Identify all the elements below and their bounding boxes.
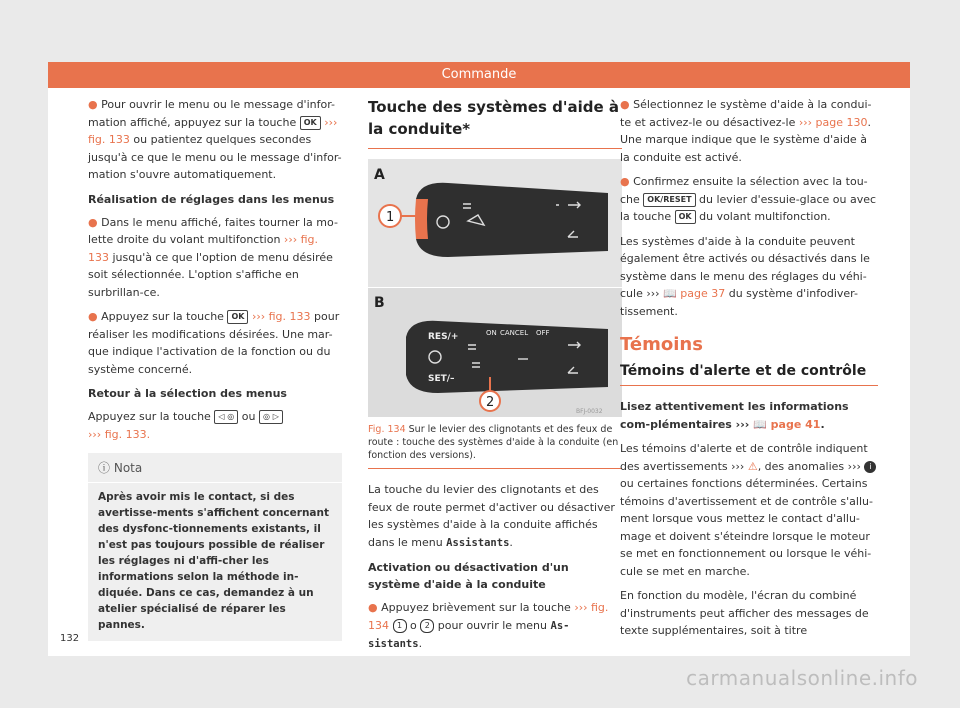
ok-key-icon: OK: [227, 310, 248, 324]
book-icon: 📖: [753, 417, 767, 431]
paragraph-press-key: ● Appuyez brièvement sur la touche ››› fig. 134 1 o 2 pour ouvrir le menu As-sistants.: [368, 601, 609, 650]
bullet-icon: ●: [88, 215, 98, 229]
number-1-icon: 1: [393, 619, 407, 633]
bullet-icon: ●: [620, 98, 630, 111]
heading-return: Retour à la sélection des menus: [88, 387, 287, 400]
manual-page: [48, 62, 910, 656]
section-header: Commande: [48, 62, 910, 88]
callout-1: 1: [386, 210, 395, 225]
fig-reference[interactable]: ››› fig. 133: [88, 233, 319, 264]
lever-set-label: SET/–: [428, 374, 455, 384]
bullet-icon: ●: [368, 601, 378, 614]
page-number: 132: [60, 633, 80, 644]
paragraph-infotainment: Les systèmes d'aide à la conduite peuvent également être activés ou désactivés dans le système dans le menu des réglages du véhi-cule ››› 📖 page 37 du système d'infodiver-tissement.: [620, 234, 870, 318]
fig-reference[interactable]: ››› fig. 133.: [88, 427, 151, 441]
fig-reference[interactable]: ››› fig. 133: [251, 310, 311, 323]
paragraph-lever-key: La touche du levier des clignotants et des feux de route permet d'activer ou désactiver les systèmes d'aide à la conduite affichés dans le menu Assistants.: [368, 483, 615, 549]
ok-key-icon: OK: [300, 116, 321, 130]
lever-diagram: [368, 159, 622, 417]
fig-reference[interactable]: ››› fig. 133: [88, 115, 338, 146]
lever-off-label: OFF: [536, 329, 550, 337]
bullet-icon: ●: [620, 175, 630, 188]
column-left: [88, 96, 342, 641]
column-middle: [368, 96, 622, 661]
column-right: [620, 96, 878, 647]
ok-reset-key-icon: OK/RESET: [643, 193, 695, 207]
heading-activation: Activation ou désactivation d'un système d'aide à la conduite: [368, 561, 569, 591]
note-box: [88, 453, 342, 641]
note-header: ⓘ Nota: [88, 453, 342, 483]
info-number-icon: i: [864, 461, 876, 473]
chapter-title: Témoins: [620, 334, 703, 355]
page-reference[interactable]: ››› page 130: [798, 115, 868, 129]
page-reference[interactable]: page 37: [680, 287, 726, 300]
paragraph-read-info: Lisez attentivement les informations com-plémentaires ››› 📖 page 41.: [620, 400, 849, 431]
section-subtitle: Témoins d'alerte et de contrôle: [620, 363, 878, 386]
watermark: carmanualsonline.info: [686, 666, 918, 690]
bullet-icon: ●: [88, 310, 98, 323]
paragraph-turn-wheel: ● Dans le menu affiché, faites tourner la mo-lette droite du volant multifonction ››› fig. 133 jusqu'à ce que l'option de menu désirée soit sélectionnée. L'option s'affiche en surbrillan-ce.: [88, 215, 338, 299]
callout-2: 2: [486, 395, 495, 410]
lever-res-label: RES/+: [428, 332, 459, 342]
fig-label-a: A: [374, 167, 385, 183]
back-key-icon: ◁ ◎: [214, 410, 238, 424]
paragraph-return: Appuyez sur la touche ◁ ◎ ou ◎ ▷ ››› fig. 133.: [88, 408, 342, 443]
number-2-icon: 2: [420, 619, 434, 633]
forward-key-icon: ◎ ▷: [259, 410, 283, 424]
paragraph-confirm: ● Confirmez ensuite la sélection avec la tou-che OK/RESET du levier d'essuie-glace ou avec la touche OK du volant multifonction.: [620, 175, 877, 223]
section-title: Touche des systèmes d'aide à la conduite*: [368, 96, 622, 149]
ok-key-icon: OK: [675, 210, 696, 224]
paragraph-warning-lamps: Les témoins d'alerte et de contrôle indiquent des avertissements ››› ⚠, des anomalies ››› i ou certaines fonctions déterminées. Certains témoins d'avertissement et de contrôle s'allu-ment lorsque vous mettez le contact d'allu-mage et doivent s'éteindre lorsque le moteur se met en fonctionnement ou lorsque le véhi-cule se met en marche.: [620, 440, 878, 580]
paragraph-select-system: ● Sélectionnez le système d'aide à la condui-te et activez-le ou désactivez-le ››› page 130. Une marque indique que le système d'aide à la conduite est activé.: [620, 98, 872, 164]
book-icon: 📖: [663, 287, 677, 300]
menu-name: Assistants: [446, 536, 510, 549]
figure-lever-illustration: [368, 159, 622, 417]
lever-on-label: ON: [486, 329, 497, 337]
bullet-icon: ●: [88, 98, 98, 111]
menu-name: As-sistants: [368, 619, 570, 650]
paragraph-press-ok: ● Appuyez sur la touche OK ››› fig. 133 pour réaliser les modifications désirées. Une mar-que indique l'activation de la fonction ou du système concerné.: [88, 310, 340, 376]
lever-cancel-label: CANCEL: [500, 329, 529, 337]
warning-triangle-icon: ⚠: [747, 459, 758, 473]
figure-code: BFJ-0032: [576, 408, 603, 415]
paragraph-open-menu: ● Pour ouvrir le menu ou le message d'infor-mation affiché, appuyez sur la touche OK ››› fig. 133 ou patientez quelques secondes jusqu'à ce que le menu ou le message d'infor-mation s'ouvre automatiquement.: [88, 98, 342, 181]
figure-caption: Fig. 134 Sur le levier des clignotants et des feux de route : touche des systèmes d'aide à la conduite (en fonction des versions).: [368, 423, 622, 469]
caption-number: Fig. 134: [368, 424, 406, 435]
note-text: Après avoir mis le contact, si des avertisse-ments s'affichent concernant des dysfonc-tionnements existants, il n'est pas toujours possible de réaliser les réglages ni d'affi-cher les informations selon la méthode in-diquée. Dans ce cas, demandez à un atelier spécialisé de réparer les pannes.: [98, 491, 330, 631]
paragraph-model: En fonction du modèle, l'écran du combiné d'instruments peut afficher des messages de texte supplémentaires, soit à titre: [620, 589, 869, 637]
info-icon: ⓘ: [98, 461, 111, 475]
fig-reference[interactable]: ››› fig. 134: [368, 601, 609, 632]
page-reference[interactable]: page 41: [770, 417, 821, 431]
heading-settings: Réalisation de réglages dans les menus: [88, 192, 335, 206]
fig-label-b: B: [374, 295, 385, 311]
